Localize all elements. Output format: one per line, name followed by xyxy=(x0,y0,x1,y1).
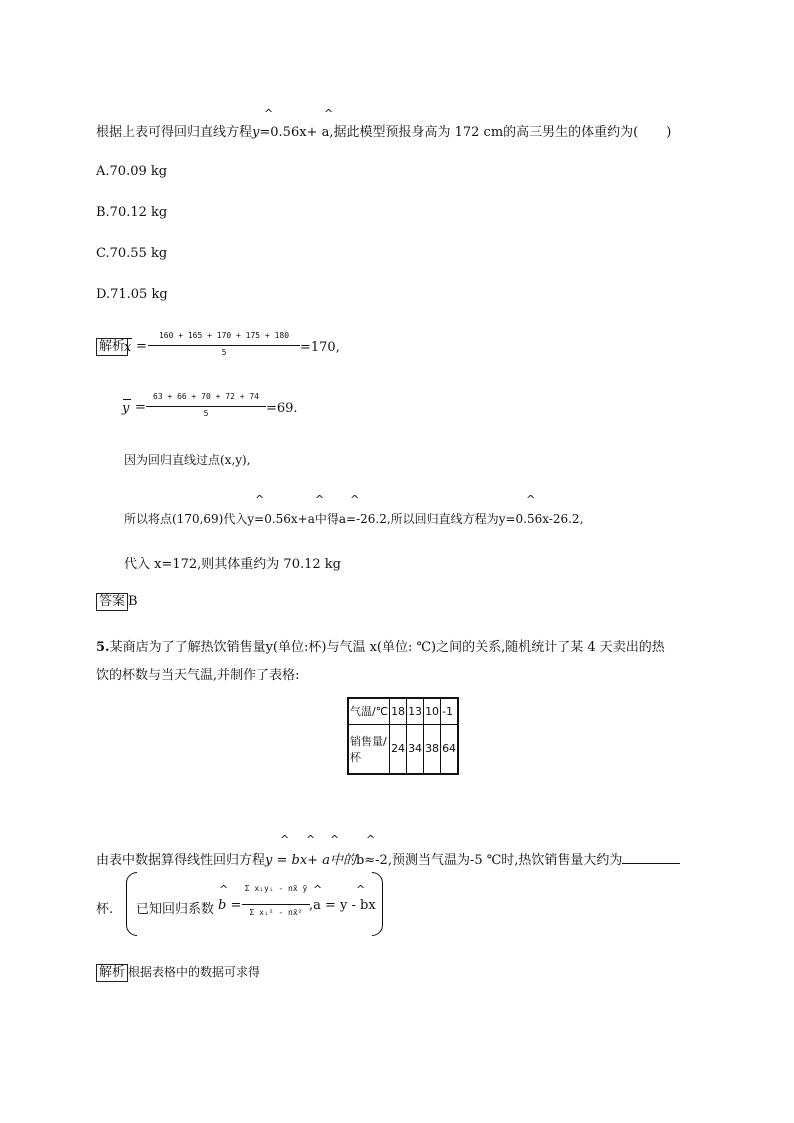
solution-line-5: 代入 x=172,则其体重约为 70.12 kg xyxy=(124,557,341,572)
answer-label: 答案 xyxy=(96,593,128,611)
paren-close: ) xyxy=(666,125,672,140)
stem-text: 根据上表可得回归直线方程 xyxy=(96,125,253,140)
table-cell: 10 xyxy=(424,698,441,724)
problem-number: 5. xyxy=(96,640,110,655)
option-a[interactable]: A.70.09 kg xyxy=(96,164,168,179)
hat-mark: ^ xyxy=(324,107,334,120)
solution-line-4: ^ ^ ^ ^ 所以将点(170,69)代入y=0.56x+a中得a=-26.2,所以回归直线方程为y=0.56x-26.2, xyxy=(124,493,584,526)
hat-mark: ^ xyxy=(264,107,274,120)
table-cell: 24 xyxy=(390,724,407,774)
eq-y: y xyxy=(252,125,260,140)
solution-label: 解析 xyxy=(96,964,128,982)
table-header: 气温/℃ xyxy=(348,698,390,724)
stem-text-post: ,据此模型预报身高为 172 cm的高三男生的体重约为( xyxy=(329,125,639,140)
xbar-equation: x = 160 + 165 + 170 + 175 + 180 5 =170, xyxy=(124,331,340,357)
problem5-line1: 5.某商店为了了解热饮销售量y(单位:杯)与气温 x(单位: ℃)之间的关系,随机统计了某 4 天卖出的热 xyxy=(96,640,665,655)
problem5-end: 杯. xyxy=(96,902,114,917)
option-d[interactable]: D.71.05 kg xyxy=(96,287,168,302)
answer-blank[interactable] xyxy=(622,851,680,864)
eq-rest: =0.56x+ a xyxy=(259,125,330,140)
table-cell: 13 xyxy=(407,698,424,724)
table-header: 销售量/ 杯 xyxy=(348,724,390,774)
answer xyxy=(96,593,138,611)
table-cell: -1 xyxy=(441,698,459,724)
problem4-stem xyxy=(96,107,716,147)
table-cell: 64 xyxy=(441,724,459,774)
ybar-equation: y = 63 + 66 + 70 + 72 + 74 5 =69. xyxy=(122,392,298,418)
solution-line-3: 因为回归直线过点(x,y), xyxy=(124,453,251,467)
option-c[interactable]: C.70.55 kg xyxy=(96,246,168,261)
table-cell: 38 xyxy=(424,724,441,774)
solution-label: 解析 xyxy=(96,338,128,356)
answer-value: B xyxy=(128,594,138,609)
problem5-question: ^ ^ ^ ^ 由表中数据算得线性回归方程y = bx+ a中的b≈-2,预测当气温为-5 ℃时,热饮销售量大约为 xyxy=(96,834,706,866)
option-b[interactable]: B.70.12 kg xyxy=(96,205,168,220)
data-table xyxy=(347,697,459,775)
formula-note: 已知回归系数 ^ b = Σ xᵢyᵢ - nx̄ ȳ Σ xᵢ² - nx̄² ^ ^ ,a = y - bx xyxy=(126,870,386,938)
table-cell: 34 xyxy=(407,724,424,774)
solution-text: 根据表格中的数据可求得 xyxy=(128,965,261,979)
problem5-line2: 饮的杯数与当天气温,并制作了表格: xyxy=(96,668,300,683)
solution5 xyxy=(96,963,260,982)
table-cell: 18 xyxy=(390,698,407,724)
